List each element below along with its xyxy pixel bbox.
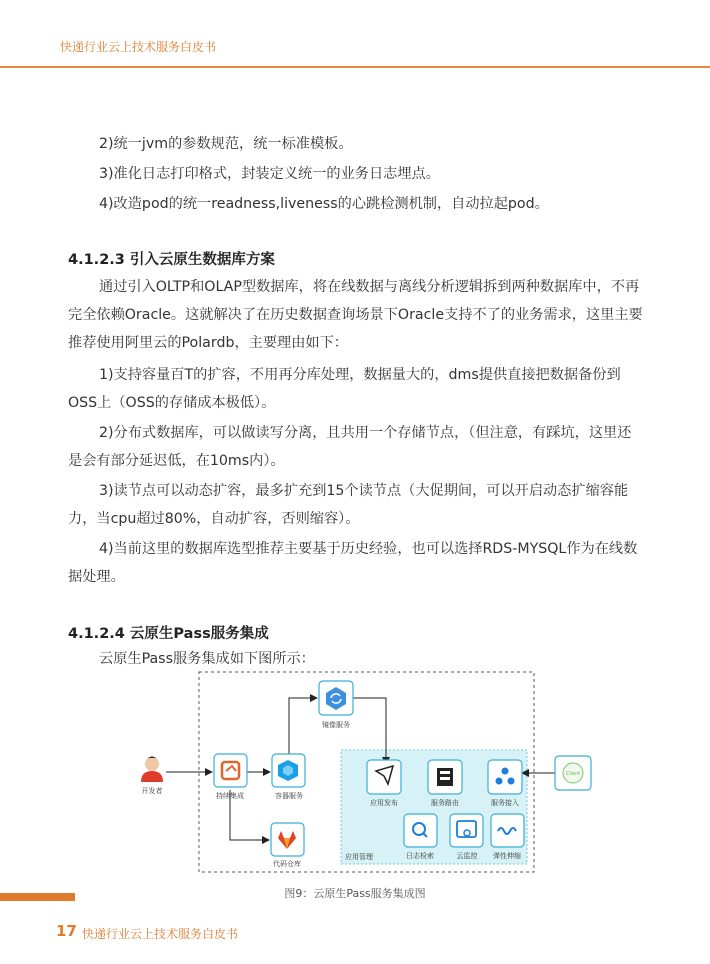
- list-item: 3)准化日志打印格式，封装定义统一的业务日志埋点。: [99, 166, 440, 182]
- figure-intro-text: 云原生Pass服务集成如下图所示：: [99, 651, 315, 667]
- log-search-node: [404, 814, 437, 847]
- log-search-label: 日志检索: [406, 852, 434, 860]
- container-label: 容器服务: [275, 792, 303, 800]
- ci-label: 持续集成: [216, 792, 244, 800]
- ci-node: [214, 754, 247, 787]
- developer-avatar-icon: [141, 757, 163, 783]
- group-label: 应用管理: [345, 853, 373, 861]
- router-icon: [437, 768, 453, 786]
- elastic-label: 弹性伸缩: [493, 852, 521, 860]
- developer-label: 开发者: [141, 787, 163, 795]
- list-item: 4)改造pod的统一readness,liveness的心跳检测机制，自动拉起pod。: [99, 196, 549, 212]
- list-item: 2)分布式数据库，可以做读写分离，且共用一个存储节点，（但注意，有踩坑，这里还是会有部分延迟低，在10ms内）。: [68, 425, 632, 469]
- access-label: 服务接入: [491, 799, 519, 807]
- publish-label: 应用发布: [370, 799, 398, 807]
- external-client-label: Client: [565, 771, 581, 777]
- list-item: 3)读节点可以动态扩容，最多扩充到15个读节点（大促期间，可以开启动态扩缩容能力，当cpu超过80%，自动扩容，否则缩容）。: [68, 483, 629, 527]
- footer-accent-bar: [0, 893, 75, 901]
- list-item: 2)统一jvm的参数规范，统一标准模板。: [99, 136, 353, 152]
- list-item: 4)当前这里的数据库选型推荐主要基于历史经验，也可以选择RDS-MYSQL作为在线数据处理。: [68, 541, 638, 585]
- page-number: 17: [56, 922, 77, 940]
- figure-caption: 图9：云原生Pass服务集成图: [284, 887, 426, 900]
- elastic-node: [491, 814, 524, 847]
- routing-label: 服务路由: [431, 799, 459, 807]
- header-rule: [0, 66, 710, 68]
- page-header-title: 快递行业云上技术服务白皮书: [60, 40, 217, 54]
- repo-label: 代码仓库: [273, 860, 301, 868]
- section-intro-paragraph: 通过引入OLTP和OLAP型数据库，将在线数据与离线分析逻辑拆到两种数据库中，不再完全依赖Oracle。这就解决了在历史数据查询场景下Oracle支持不了的业务需求，这里主要推荐使用阿里云的Polardb，主要理由如下：: [68, 279, 643, 351]
- pass-integration-diagram: [136, 668, 608, 878]
- access-node: [488, 760, 522, 794]
- mirror-label: 镜像服务: [322, 721, 350, 729]
- footer-title: 快递行业云上技术服务白皮书: [82, 927, 239, 941]
- section-heading-4-1-2-3: 4.1.2.3 引入云原生数据库方案: [68, 252, 275, 268]
- monitor-label: 云监控: [456, 852, 478, 860]
- list-item: 1)支持容量百T的扩容，不用再分库处理，数据量大的，dms提供直接把数据备份到OSS上（OSS的存储成本极低）。: [68, 367, 621, 411]
- section-heading-4-1-2-4: 4.1.2.4 云原生Pass服务集成: [68, 626, 269, 642]
